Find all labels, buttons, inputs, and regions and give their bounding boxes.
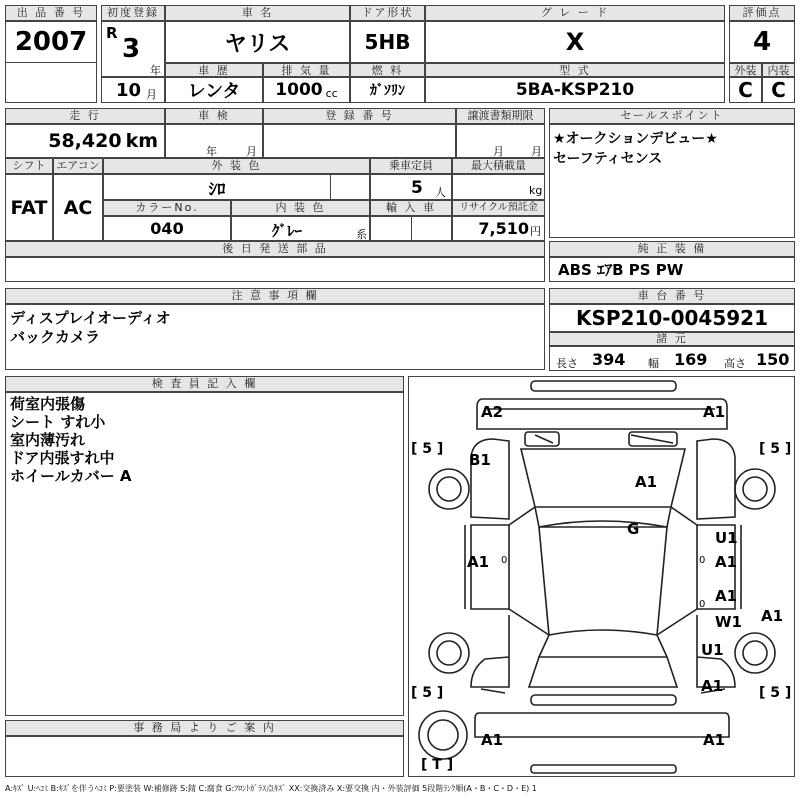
score-text: 4 [752, 27, 772, 57]
tire-mark-br: [ 5 ] [759, 685, 792, 701]
shift-text: FAT [10, 196, 48, 219]
int-color-text: ｸﾞﾚｰ [272, 222, 303, 240]
shift-value [5, 174, 53, 241]
import-header: 輸 入 車 [370, 200, 452, 216]
month-unit: 月 [146, 88, 157, 101]
first-reg-month: 10 [116, 80, 142, 101]
first-reg-year: 3 [122, 34, 141, 64]
code-glass: G [627, 520, 640, 538]
aircon-value [53, 174, 103, 241]
genuine-equipment-value [549, 257, 795, 282]
mark-right-upper: 0 [699, 555, 706, 566]
recycle-header: リサイクル預託金 [452, 200, 545, 216]
lot-no-header: 出 品 番 号 [5, 5, 97, 21]
interior-grade [762, 77, 795, 103]
note-1: ディスプレイオーディオ [10, 309, 171, 327]
genuine-equipment-text: ABS ｴｱB PS PW [558, 261, 684, 279]
door-type-header: ドア形状 [350, 5, 425, 21]
mileage-text: 58,420 [48, 130, 122, 152]
capacity-text: 5 [411, 178, 423, 198]
history-header: 車 歴 [165, 63, 263, 77]
specs-header: 諸 元 [549, 332, 795, 346]
length-value: 394 [592, 350, 626, 369]
code-rear-left: A2 [481, 403, 504, 421]
door-type-value [350, 21, 425, 63]
code-right-front-corner: A1 [701, 677, 724, 695]
inspector-notes-box [5, 392, 404, 716]
int-color-header: 内 装 色 [231, 200, 370, 216]
door-type-text: 5HB [364, 30, 411, 54]
fuel-header: 燃 料 [350, 63, 425, 77]
exterior-header: 外装 [729, 63, 762, 77]
year-unit: 年 [150, 64, 161, 77]
import-value-b [411, 216, 452, 241]
chassis-text: KSP210-0045921 [575, 306, 769, 330]
sales-point-1: ★オークションデビュー★ [553, 131, 718, 147]
later-parts-header: 後 日 発 送 部 品 [5, 241, 545, 257]
registration-value [263, 124, 456, 158]
deadline-month-unit: 月 [493, 145, 504, 158]
notes-box [5, 304, 545, 370]
code-roof: A1 [635, 473, 658, 491]
inspector-note-4: ドア内張すれ中 [10, 449, 115, 467]
genuine-equipment-header: 純 正 装 備 [549, 241, 795, 257]
lot-no-blank [5, 62, 97, 103]
later-parts-value [5, 257, 545, 282]
ext-color-extra [330, 174, 370, 200]
score-value [729, 21, 795, 63]
ext-color-text: ｼﾛ [208, 179, 226, 200]
score-header: 評価点 [729, 5, 795, 21]
car-diagram [408, 376, 795, 777]
code-right-rear-a: A1 [715, 553, 738, 571]
inspection-month-unit: 月 [246, 145, 257, 158]
capacity-value [370, 174, 452, 200]
mark-left: 0 [501, 555, 508, 566]
tire-mark-spare: [ T ] [421, 757, 454, 773]
max-load-value [452, 174, 545, 200]
specs-value [549, 346, 795, 371]
mileage-header: 走 行 [5, 108, 165, 124]
color-no-value [103, 216, 231, 241]
inspector-note-5: ホイールカバー A [10, 467, 132, 485]
sales-point-2: セーフティセンス [553, 151, 663, 167]
width-label: 幅 [648, 357, 659, 370]
first-reg-month-cell [101, 77, 165, 103]
office-header: 事 務 局 よ り ご 案 内 [5, 720, 404, 736]
mark-right-lower: 0 [699, 599, 706, 610]
first-reg-year-cell [101, 21, 165, 77]
tire-mark-bl: [ 5 ] [411, 685, 444, 701]
inspection-value [165, 124, 263, 158]
inspector-note-3: 室内薄汚れ [10, 431, 86, 449]
history-text: レンタ [187, 81, 241, 102]
grade-text: X [565, 28, 585, 56]
model-code-header: 型 式 [425, 63, 725, 77]
notes-header: 注 意 事 項 欄 [5, 288, 545, 304]
recycle-value [452, 216, 545, 241]
displacement-text: 1000 [275, 80, 323, 100]
car-name-value [165, 21, 350, 63]
code-rear-right: A1 [703, 403, 726, 421]
aircon-text: AC [63, 196, 93, 219]
displacement-value [263, 77, 350, 103]
cc-unit: cc [325, 86, 338, 100]
km-unit: km [125, 130, 158, 152]
interior-header: 内装 [762, 63, 795, 77]
code-front-right: A1 [703, 731, 726, 749]
lot-no-value [5, 21, 97, 63]
code-right-front-w: W1 [715, 613, 742, 631]
legend-text: A:ｷｽﾞ U:ﾍｺﾐ B:ｷｽﾞを伴うﾍｺﾐ P:要塗装 W:補修跡 S:錆 C:腐食 G:ﾌﾛﾝﾄｶﾞﾗｽ点ｷｽﾞ XX:交換済み X:要交換 内・外装評価 5段階ﾗﾝｸ順(A・B・C・D・E) 1 [5, 784, 537, 793]
kei-unit: 系 [356, 228, 367, 241]
chassis-value [549, 304, 795, 332]
office-box [5, 736, 404, 777]
code-right-front-a: A1 [715, 587, 738, 605]
code-front-left: A1 [481, 731, 504, 749]
shift-header: シフト [5, 158, 53, 174]
int-color-value [231, 216, 370, 241]
transfer-deadline-value [456, 124, 545, 158]
inspection-header: 車 検 [165, 108, 263, 124]
person-unit: 人 [435, 186, 446, 199]
car-name-header: 車 名 [165, 5, 350, 21]
interior-grade-text: C [771, 78, 786, 102]
history-value [165, 77, 263, 103]
height-label: 高さ [724, 357, 746, 370]
lot-no-text: 2007 [14, 27, 88, 57]
code-right-rear-u: U1 [715, 529, 738, 547]
code-left-rear-door: A1 [467, 553, 490, 571]
ext-color-header: 外 装 色 [103, 158, 370, 174]
inspector-note-1: 荷室内張傷 [10, 395, 86, 413]
kg-unit: kg [529, 184, 543, 197]
width-value: 169 [674, 350, 708, 369]
tire-mark-tl: [ 5 ] [411, 441, 444, 457]
max-load-header: 最大積載量 [452, 158, 545, 174]
sales-points-box [549, 124, 795, 238]
sales-points-header: セールスポイント [549, 108, 795, 124]
registration-header: 登 録 番 号 [263, 108, 456, 124]
era-mark: R [106, 24, 118, 42]
inspector-note-2: シート すれ小 [10, 413, 106, 431]
color-no-header: カラーNo. [103, 200, 231, 216]
exterior-grade [729, 77, 762, 103]
code-right-front-fender: U1 [701, 641, 724, 659]
deadline-day-unit: 月 [531, 145, 542, 158]
inspector-header: 検 査 員 記 入 欄 [5, 376, 404, 392]
color-no-text: 040 [150, 219, 184, 238]
tire-mark-tr: [ 5 ] [759, 441, 792, 457]
fuel-value [350, 77, 425, 103]
mileage-value [5, 124, 165, 158]
code-left-rear-qtr: B1 [469, 451, 491, 469]
transfer-deadline-header: 譲渡書類期限 [456, 108, 545, 124]
import-value-a [370, 216, 412, 241]
note-2: バックカメラ [10, 328, 101, 346]
code-right-side: A1 [761, 607, 784, 625]
grade-value [425, 21, 725, 63]
capacity-header: 乗車定員 [370, 158, 452, 174]
car-name-text: ヤリス [224, 31, 291, 57]
displacement-header: 排 気 量 [263, 63, 350, 77]
inspection-year-unit: 年 [206, 145, 217, 158]
fuel-text: ｶﾞｿﾘﾝ [370, 83, 405, 99]
ext-color-value [103, 174, 331, 200]
model-code-text: 5BA-KSP210 [515, 80, 635, 100]
aircon-header: エアコン [53, 158, 103, 174]
car-diagram-drawing [409, 377, 794, 776]
recycle-text: 7,510 [478, 219, 529, 238]
height-value: 150 [756, 350, 790, 369]
model-code-value [425, 77, 725, 103]
first-reg-header: 初度登録 [101, 5, 165, 21]
exterior-grade-text: C [738, 78, 753, 102]
chassis-header: 車 台 番 号 [549, 288, 795, 304]
length-label: 長さ [556, 357, 578, 370]
yen-unit: 円 [530, 225, 541, 238]
grade-header: グ レ ー ド [425, 5, 725, 21]
